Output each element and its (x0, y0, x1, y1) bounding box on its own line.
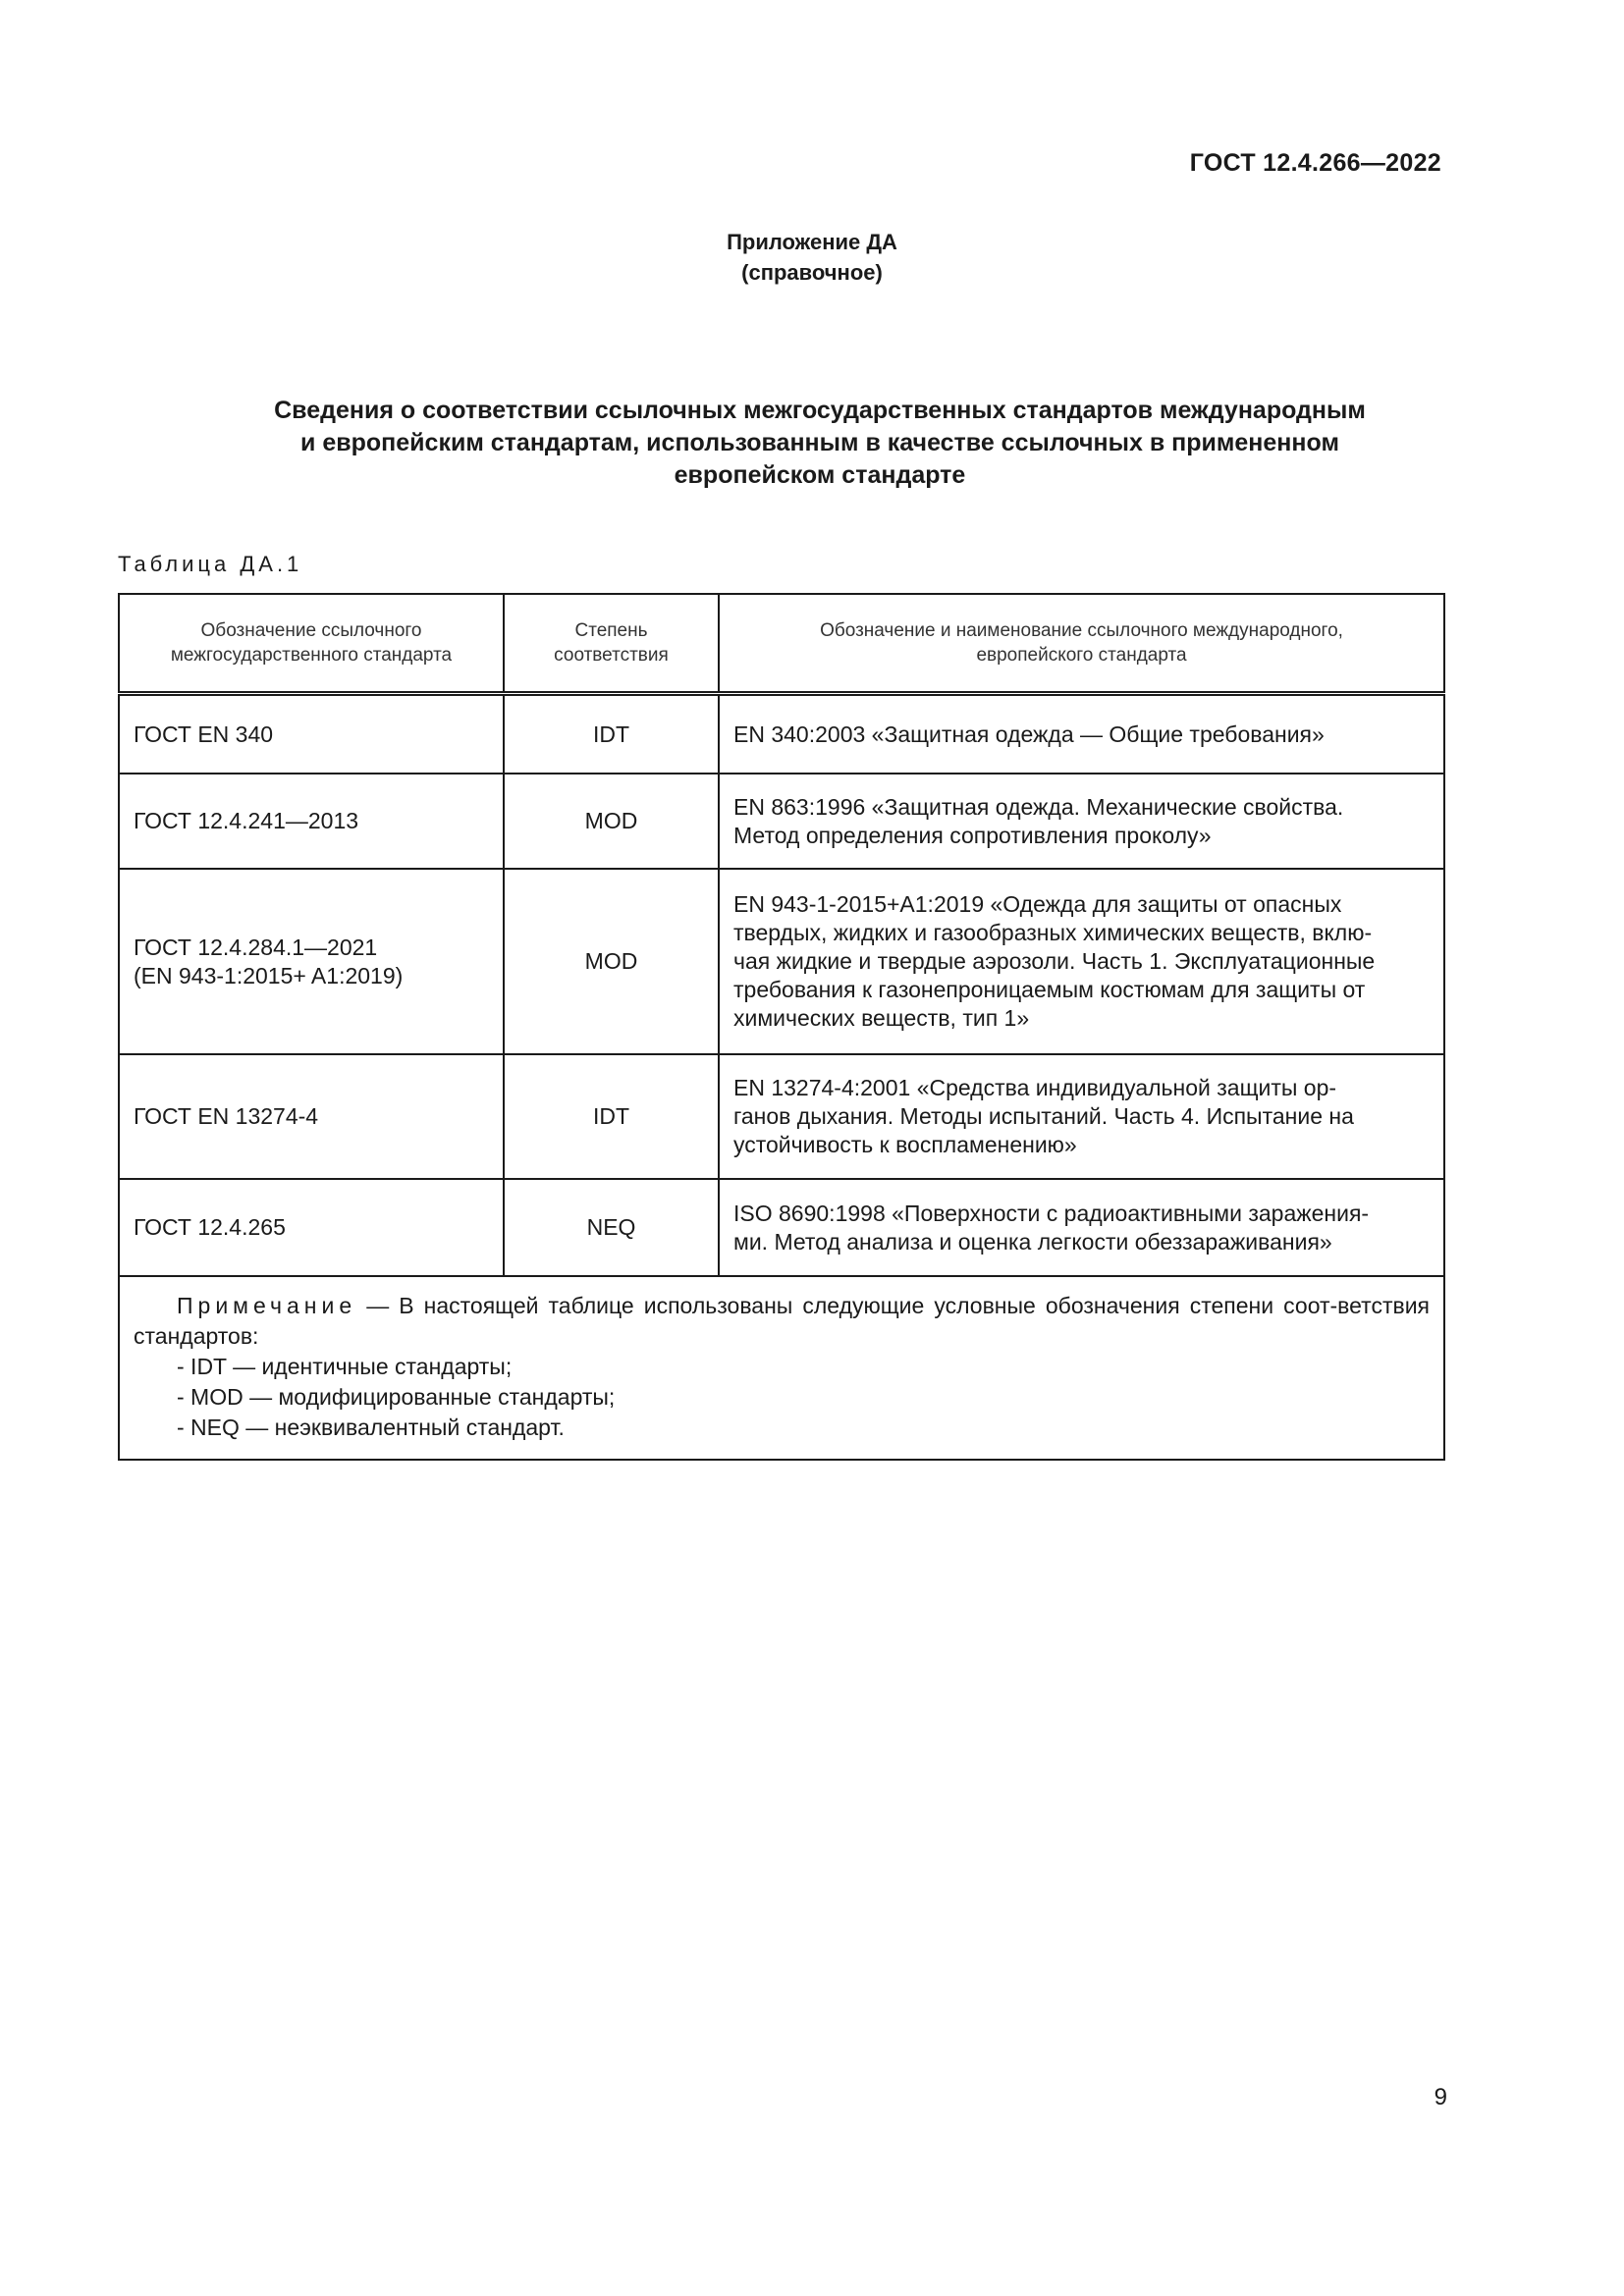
table-row (119, 774, 1444, 869)
header-line: Степень (574, 620, 648, 641)
cell-line: ГОСТ 12.4.241—2013 (134, 808, 359, 833)
cell-line: ми. Метод анализа и оценка легкости обеззараживания» (733, 1228, 1332, 1255)
cell-line: ГОСТ EN 13274-4 (134, 1103, 319, 1129)
cell-standard-name (719, 1179, 1444, 1276)
table-note-row (119, 1276, 1444, 1460)
cell-degree: NEQ (504, 1179, 719, 1276)
cell-standard-code (119, 1054, 504, 1179)
cell-line: устойчивость к воспламенению» (733, 1132, 1077, 1157)
appendix-heading (0, 227, 1624, 288)
cell-standard-name (719, 694, 1444, 774)
reference-standards-table (118, 593, 1445, 1461)
cell-line: чая жидкие и твердые аэрозоли. Часть 1. Эксплуатационные (733, 948, 1376, 974)
table-row (119, 694, 1444, 774)
cell-line: требования к газонепроницаемым костюмам для защиты от (733, 977, 1366, 1002)
table-header-row (119, 594, 1444, 694)
document-title (157, 395, 1483, 492)
cell-degree: IDT (504, 1054, 719, 1179)
cell-line: ГОСТ EN 340 (134, 721, 274, 747)
note-label: Примечание (177, 1293, 357, 1318)
cell-line: EN 13274-4:2001 «Средства индивидуальной защиты ор- (733, 1075, 1337, 1100)
note-paragraph (134, 1291, 1430, 1352)
document-title-line: Сведения о соответствии ссылочных межгосударственных стандартов международным (274, 397, 1366, 424)
cell-standard-name (719, 869, 1444, 1054)
cell-degree: IDT (504, 694, 719, 774)
header-line: Обозначение и наименование ссылочного международного, (820, 620, 1343, 641)
note-text: — В настоящей таблице использованы следующие условные обозначения степени соот-ветствия стандартов: (134, 1293, 1430, 1349)
cell-line: (EN 943-1:2015+ A1:2019) (134, 962, 404, 988)
cell-standard-name (719, 774, 1444, 869)
table-note (119, 1276, 1444, 1460)
cell-line: ГОСТ 12.4.265 (134, 1214, 286, 1240)
cell-line: ISO 8690:1998 «Поверхности с радиоактивными заражения- (733, 1200, 1370, 1226)
appendix-title: Приложение ДА (727, 230, 897, 254)
header-line: европейского стандарта (976, 645, 1187, 666)
table-row (119, 1054, 1444, 1179)
note-item: - MOD — модифицированные стандарты; (177, 1384, 616, 1410)
header-line: межгосударственного стандарта (170, 645, 453, 666)
cell-line: ганов дыхания. Методы испытаний. Часть 4. Испытание на (733, 1103, 1354, 1129)
note-item: - NEQ — неэквивалентный стандарт. (177, 1415, 565, 1440)
cell-standard-name (719, 1054, 1444, 1179)
appendix-subtitle: (справочное) (741, 260, 883, 285)
cell-standard-code (119, 774, 504, 869)
header-international-standard (719, 594, 1444, 694)
cell-degree: MOD (504, 774, 719, 869)
cell-line: твердых, жидких и газообразных химических веществ, вклю- (733, 920, 1373, 945)
header-degree (504, 594, 719, 694)
header-line: соответствия (554, 645, 669, 666)
cell-line: EN 943-1-2015+A1:2019 «Одежда для защиты от опасных (733, 891, 1342, 917)
cell-line: Метод определения сопротивления проколу» (733, 822, 1212, 848)
document-title-line: европейском стандарте (674, 461, 966, 489)
table-row (119, 1179, 1444, 1276)
cell-standard-code (119, 694, 504, 774)
cell-line: химических веществ, тип 1» (733, 1005, 1030, 1031)
header-line: Обозначение ссылочного (200, 620, 422, 641)
standard-code: ГОСТ 12.4.266—2022 (1189, 149, 1441, 177)
document-title-line: и европейским стандартам, использованным в качестве ссылочных в примененном (300, 429, 1339, 456)
page-number: 9 (1434, 2084, 1447, 2110)
cell-standard-code (119, 869, 504, 1054)
cell-standard-code (119, 1179, 504, 1276)
table-row (119, 869, 1444, 1054)
cell-line: ГОСТ 12.4.284.1—2021 (134, 934, 378, 960)
note-item: - IDT — идентичные стандарты; (177, 1354, 513, 1379)
cell-line: EN 340:2003 «Защитная одежда — Общие требования» (733, 721, 1325, 747)
header-interstate-standard (119, 594, 504, 694)
cell-degree: MOD (504, 869, 719, 1054)
table-caption: Таблица ДА.1 (118, 552, 303, 576)
cell-line: EN 863:1996 «Защитная одежда. Механические свойства. (733, 793, 1344, 820)
